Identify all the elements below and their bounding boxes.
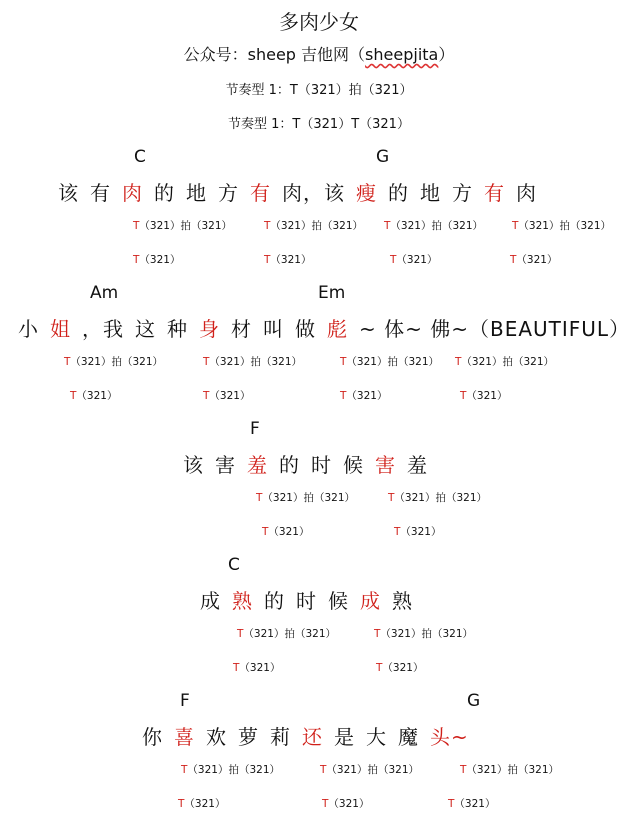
lyric-char: 成 xyxy=(200,589,221,613)
strum-t: T xyxy=(340,356,347,368)
strum-pattern xyxy=(384,218,483,233)
lyric-char: 有 xyxy=(250,181,271,205)
lyric-char: 熟 xyxy=(392,589,413,613)
strum-pattern xyxy=(340,354,439,369)
lyric-char: 地 xyxy=(186,181,207,205)
song-title: 多肉少女 xyxy=(279,10,359,34)
strum-text: （321）拍（321） xyxy=(461,356,555,368)
strum-pattern xyxy=(181,762,280,777)
strum-text: （321）拍（321） xyxy=(346,356,440,368)
lyric-char: 姐 xyxy=(50,317,71,341)
subtitle-handle: sheepjita xyxy=(365,45,439,64)
lyric-char: 种 xyxy=(167,317,188,341)
strum-pattern xyxy=(320,762,419,777)
strum-pattern xyxy=(70,388,117,403)
strum-t: T xyxy=(388,492,395,504)
strum-text: （321）拍（321） xyxy=(394,492,488,504)
lyric-char: 的 xyxy=(264,589,285,613)
strum-t: T xyxy=(455,356,462,368)
lyric-char: 该 xyxy=(58,181,79,205)
strum-pattern xyxy=(264,252,311,267)
strum-t: T xyxy=(256,492,263,504)
strum-t: T xyxy=(203,356,210,368)
lyric-char: 肉 xyxy=(122,181,143,205)
lyric-char: 你 xyxy=(142,725,163,749)
lyric-char: 地 xyxy=(420,181,441,205)
lyric-char: 熟 xyxy=(232,589,253,613)
strum-text: （321）拍（321） xyxy=(262,492,356,504)
rhythm-pattern-2: 节奏型 1：T（321）T（321） xyxy=(228,117,410,132)
strum-t: T xyxy=(512,220,519,232)
chord: Am xyxy=(90,283,119,303)
strum-pattern xyxy=(203,354,302,369)
lyric-char: 是 xyxy=(334,725,355,749)
strum-pattern xyxy=(237,626,336,641)
strum-t: T xyxy=(178,798,185,810)
strum-text: （321）拍（321） xyxy=(139,220,233,232)
strum-text: （321）拍（321） xyxy=(243,628,337,640)
strum-pattern xyxy=(256,490,355,505)
strum-pattern xyxy=(510,252,557,267)
lyric-char: 叫 xyxy=(263,317,284,341)
lyric-line xyxy=(142,721,480,750)
strum-pattern xyxy=(262,524,309,539)
strum-pattern xyxy=(455,354,554,369)
strum-t: T xyxy=(237,628,244,640)
lyric-char: 害 xyxy=(215,453,236,477)
lyric-char: 喜 xyxy=(174,725,195,749)
strum-t: T xyxy=(390,254,397,266)
strum-pattern xyxy=(264,218,363,233)
lyric-line xyxy=(18,313,638,342)
lyric-char: 害 xyxy=(375,453,396,477)
lyric-char: 莉 xyxy=(270,725,291,749)
strum-text: （321） xyxy=(466,390,508,402)
lyric-char: 身 xyxy=(199,317,220,341)
strum-pattern xyxy=(133,252,180,267)
strum-t: T xyxy=(181,764,188,776)
strum-pattern xyxy=(512,218,611,233)
strum-t: T xyxy=(510,254,517,266)
lyric-char: 头~ xyxy=(430,725,469,749)
strum-t: T xyxy=(384,220,391,232)
chord: G xyxy=(467,691,481,711)
strum-t: T xyxy=(203,390,210,402)
lyric-char: 时 xyxy=(296,589,317,613)
lyric-char: 做 xyxy=(295,317,316,341)
strum-text: （321） xyxy=(516,254,558,266)
lyric-char: 魔 xyxy=(398,725,419,749)
strum-pattern xyxy=(133,218,232,233)
lyric-char: 成 xyxy=(360,589,381,613)
lyric-char: 的 xyxy=(279,453,300,477)
lyric-char: 候 xyxy=(328,589,349,613)
lyric-char: 材 xyxy=(231,317,252,341)
strum-t: T xyxy=(448,798,455,810)
lyric-char: 候 xyxy=(343,453,364,477)
lyric-line xyxy=(58,177,548,206)
lyric-char: 羞 xyxy=(247,453,268,477)
strum-text: （321）拍（321） xyxy=(390,220,484,232)
lyric-char: 方 xyxy=(452,181,473,205)
strum-t: T xyxy=(394,526,401,538)
strum-text: （321）拍（321） xyxy=(70,356,164,368)
lyric-char: 彪 xyxy=(327,317,348,341)
lyric-char: 肉 xyxy=(516,181,537,205)
strum-pattern xyxy=(388,490,487,505)
lyric-char: ~ 体~ 佛~（BEAUTIFUL） xyxy=(359,317,631,341)
lyric-char: 的 xyxy=(388,181,409,205)
lyric-char: 还 xyxy=(302,725,323,749)
chord: C xyxy=(134,147,146,167)
strum-text: （321） xyxy=(346,390,388,402)
strum-text: （321） xyxy=(268,526,310,538)
chord: Em xyxy=(318,283,346,303)
strum-pattern xyxy=(460,388,507,403)
strum-t: T xyxy=(133,254,140,266)
strum-text: （321）拍（321） xyxy=(187,764,281,776)
strum-t: T xyxy=(374,628,381,640)
strum-t: T xyxy=(460,390,467,402)
strum-text: （321）拍（321） xyxy=(209,356,303,368)
strum-t: T xyxy=(460,764,467,776)
strum-text: （321） xyxy=(382,662,424,674)
lyric-char: 这 xyxy=(135,317,156,341)
strum-text: （321）拍（321） xyxy=(518,220,612,232)
lyric-char: 瘦 xyxy=(356,181,377,205)
chord: F xyxy=(250,419,260,439)
chord: F xyxy=(180,691,190,711)
lyric-char: 时 xyxy=(311,453,332,477)
lyric-char: 小 xyxy=(18,317,39,341)
lyric-char: 大 xyxy=(366,725,387,749)
strum-text: （321） xyxy=(184,798,226,810)
strum-pattern xyxy=(460,762,559,777)
strum-t: T xyxy=(233,662,240,674)
strum-text: （321）拍（321） xyxy=(380,628,474,640)
subtitle-suffix: ） xyxy=(438,45,455,64)
strum-t: T xyxy=(262,526,269,538)
strum-pattern xyxy=(374,626,473,641)
strum-text: （321） xyxy=(270,254,312,266)
lyric-char: 欢 xyxy=(206,725,227,749)
lyric-char: 萝 xyxy=(238,725,259,749)
strum-t: T xyxy=(70,390,77,402)
strum-text: （321） xyxy=(396,254,438,266)
strum-text: （321）拍（321） xyxy=(466,764,560,776)
strum-text: （321） xyxy=(209,390,251,402)
subtitle xyxy=(0,42,638,65)
lyric-char: 肉，该 xyxy=(282,181,345,205)
strum-text: （321） xyxy=(400,526,442,538)
strum-t: T xyxy=(264,254,271,266)
strum-pattern xyxy=(448,796,495,811)
strum-text: （321） xyxy=(454,798,496,810)
strum-text: （321）拍（321） xyxy=(270,220,364,232)
lyric-char: 有 xyxy=(90,181,111,205)
strum-pattern xyxy=(340,388,387,403)
strum-pattern xyxy=(203,388,250,403)
strum-pattern xyxy=(233,660,280,675)
strum-text: （321）拍（321） xyxy=(326,764,420,776)
strum-pattern xyxy=(376,660,423,675)
strum-text: （321） xyxy=(76,390,118,402)
strum-t: T xyxy=(376,662,383,674)
strum-pattern xyxy=(322,796,369,811)
strum-t: T xyxy=(340,390,347,402)
strum-pattern xyxy=(64,354,163,369)
strum-t: T xyxy=(320,764,327,776)
strum-t: T xyxy=(264,220,271,232)
strum-text: （321） xyxy=(139,254,181,266)
subtitle-prefix: 公众号：sheep 吉他网（ xyxy=(183,45,366,64)
strum-t: T xyxy=(133,220,140,232)
lyric-char: 羞 xyxy=(407,453,428,477)
lyric-char: 方 xyxy=(218,181,239,205)
lyric-char: ，我 xyxy=(82,317,124,341)
lyric-line xyxy=(183,449,439,478)
strum-text: （321） xyxy=(239,662,281,674)
lyric-line xyxy=(200,585,424,614)
lyric-char: 的 xyxy=(154,181,175,205)
lyric-char: 该 xyxy=(183,453,204,477)
strum-t: T xyxy=(64,356,71,368)
strum-text: （321） xyxy=(328,798,370,810)
lyric-char: 有 xyxy=(484,181,505,205)
chord: C xyxy=(228,555,240,575)
rhythm-pattern-1: 节奏型 1：T（321）拍（321） xyxy=(225,83,413,98)
strum-pattern xyxy=(390,252,437,267)
strum-t: T xyxy=(322,798,329,810)
strum-pattern xyxy=(178,796,225,811)
strum-pattern xyxy=(394,524,441,539)
chord: G xyxy=(376,147,390,167)
